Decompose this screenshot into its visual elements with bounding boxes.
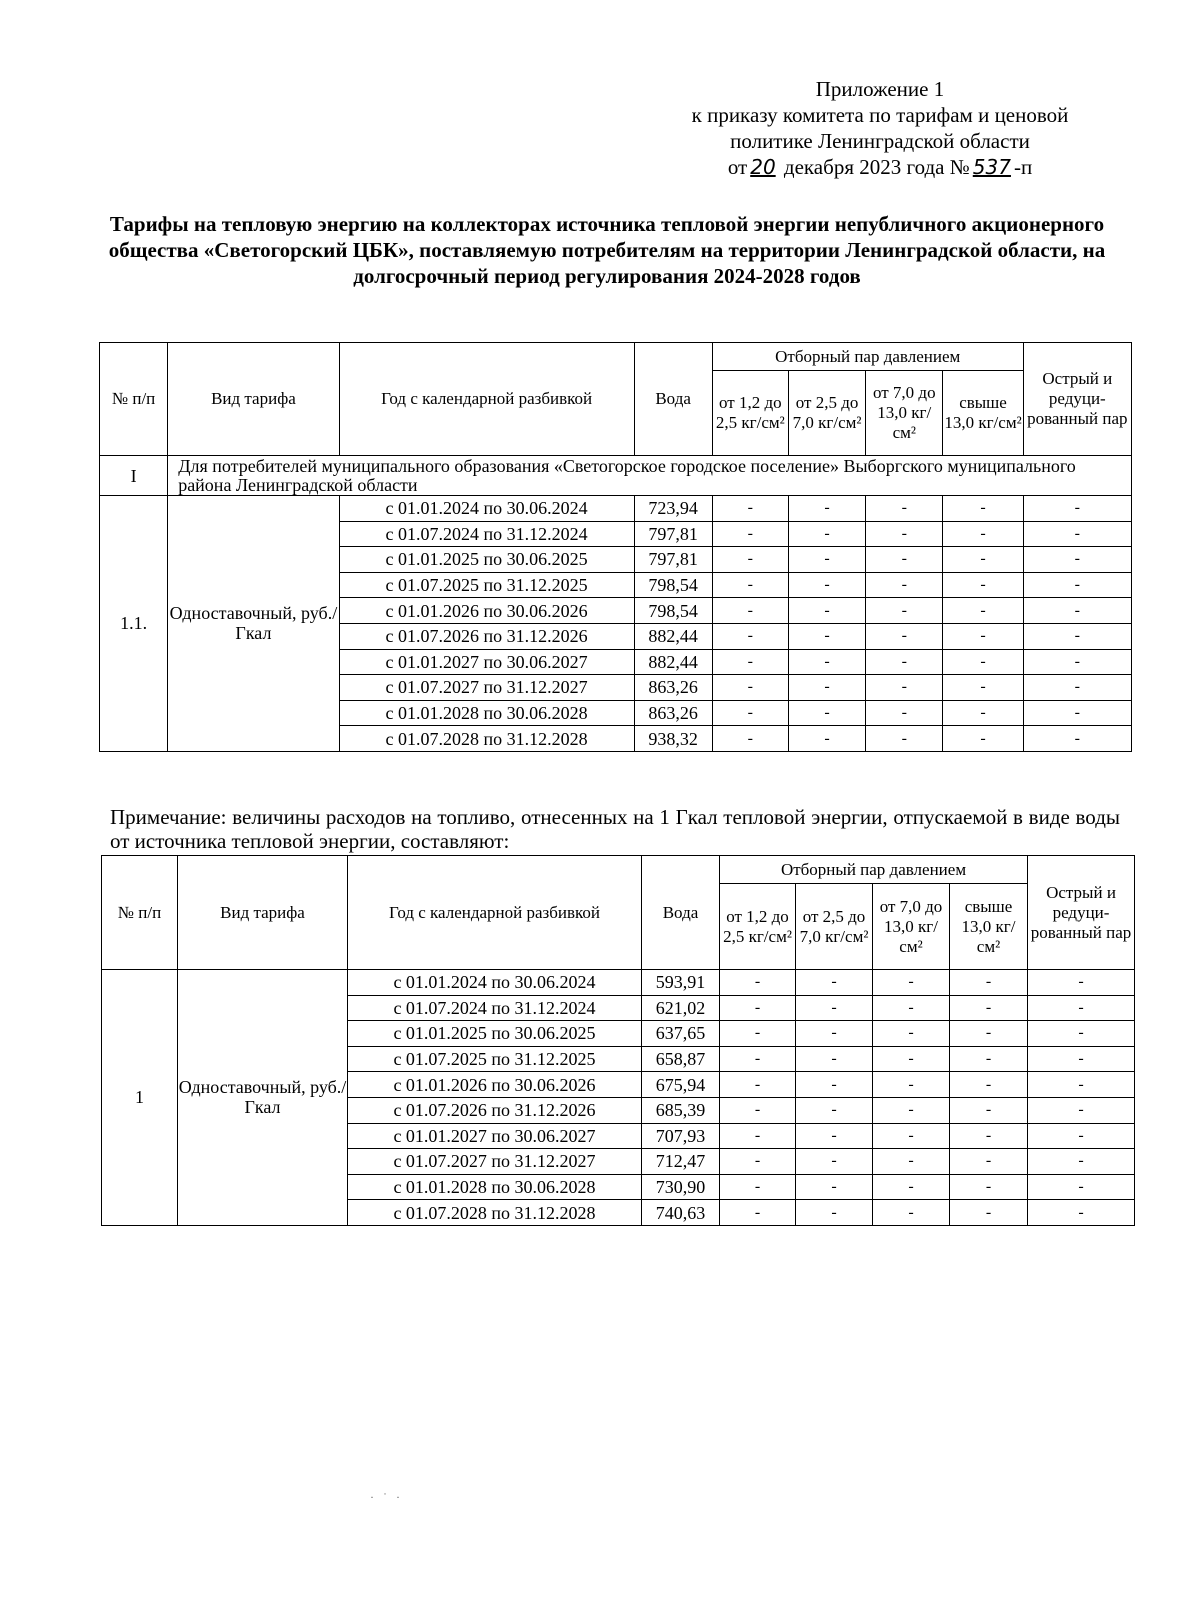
period-cell: с 01.07.2024 по 31.12.2024: [348, 995, 642, 1021]
header-num: № п/п: [100, 343, 168, 456]
period-cell: с 01.01.2028 по 30.06.2028: [348, 1174, 642, 1200]
p2-value: -: [796, 1021, 873, 1047]
p3-value: -: [873, 970, 950, 996]
header-year: Год с календарной разбивкой: [339, 343, 634, 456]
period-cell: с 01.01.2026 по 30.06.2026: [339, 598, 634, 624]
header-sharp-steam: Острый и редуци-рованный пар: [1023, 343, 1131, 456]
p4-value: -: [943, 547, 1023, 573]
p3-value: -: [866, 700, 943, 726]
appendix-header: [640, 76, 1120, 180]
water-value: 723,94: [634, 496, 712, 522]
sharp-value: -: [1028, 1200, 1135, 1226]
sharp-value: -: [1028, 995, 1135, 1021]
p3-value: -: [866, 547, 943, 573]
header-tariff-type: Вид тарифа: [168, 343, 339, 456]
water-value: 675,94: [642, 1072, 720, 1098]
period-cell: с 01.07.2025 по 31.12.2025: [339, 572, 634, 598]
table-row: [102, 970, 1135, 996]
period-cell: с 01.01.2026 по 30.06.2026: [348, 1072, 642, 1098]
p2-value: -: [796, 1149, 873, 1175]
header-p1: от 1,2 до 2,5 кг/см²: [720, 884, 796, 970]
p1-value: -: [720, 1097, 796, 1123]
header-sharp-steam: Острый и редуци-рованный пар: [1028, 856, 1135, 970]
period-cell: с 01.01.2027 по 30.06.2027: [348, 1123, 642, 1149]
sharp-value: -: [1028, 1174, 1135, 1200]
p1-value: -: [720, 1072, 796, 1098]
fuel-consumption-note: Примечание: величины расходов на топливо, отнесенных на 1 Гкал тепловой энергии, отпускаемой в виде воды от источника тепловой энергии, составляют:: [110, 805, 1120, 853]
p2-value: -: [796, 1123, 873, 1149]
p4-value: -: [950, 970, 1028, 996]
water-value: 798,54: [634, 598, 712, 624]
date-prefix: от: [727, 155, 748, 179]
water-value: 882,44: [634, 649, 712, 675]
p3-value: -: [866, 623, 943, 649]
period-cell: с 01.07.2026 по 31.12.2026: [339, 623, 634, 649]
header-p1: от 1,2 до 2,5 кг/см²: [712, 371, 788, 456]
p2-value: -: [796, 1046, 873, 1072]
p1-value: -: [712, 521, 788, 547]
period-cell: с 01.01.2025 по 30.06.2025: [348, 1021, 642, 1047]
water-value: 938,32: [634, 726, 712, 752]
p4-value: -: [950, 1149, 1028, 1175]
section-num: I: [100, 456, 168, 496]
p3-value: -: [866, 496, 943, 522]
header-water: Вода: [642, 856, 720, 970]
p2-value: -: [788, 572, 865, 598]
header-p4: свыше 13,0 кг/см²: [943, 371, 1023, 456]
p4-value: -: [950, 1123, 1028, 1149]
water-value: 621,02: [642, 995, 720, 1021]
water-value: 730,90: [642, 1174, 720, 1200]
p2-value: -: [788, 726, 865, 752]
sharp-value: -: [1028, 1149, 1135, 1175]
header-p2: от 2,5 до 7,0 кг/см²: [796, 884, 873, 970]
p4-value: -: [950, 1072, 1028, 1098]
sharp-value: -: [1028, 970, 1135, 996]
tariff-name: Одноставочный, руб./Гкал: [168, 496, 339, 752]
p2-value: -: [788, 700, 865, 726]
p2-value: -: [796, 1097, 873, 1123]
period-cell: с 01.07.2027 по 31.12.2027: [339, 675, 634, 701]
period-cell: с 01.07.2024 по 31.12.2024: [339, 521, 634, 547]
order-reference-line: к приказу комитета по тарифам и ценовой: [691, 103, 1069, 127]
p3-value: -: [873, 1072, 950, 1098]
tariff-table: [99, 342, 1132, 752]
p4-value: -: [950, 1200, 1028, 1226]
p3-value: -: [866, 726, 943, 752]
header-p2: от 2,5 до 7,0 кг/см²: [788, 371, 865, 456]
sharp-value: -: [1023, 675, 1131, 701]
header-water: Вода: [634, 343, 712, 456]
p2-value: -: [788, 598, 865, 624]
water-value: 797,81: [634, 521, 712, 547]
period-cell: с 01.07.2028 по 31.12.2028: [348, 1200, 642, 1226]
p3-value: -: [873, 1046, 950, 1072]
p3-value: -: [873, 1021, 950, 1047]
header-num: № п/п: [102, 856, 178, 970]
p4-value: -: [950, 1174, 1028, 1200]
sharp-value: -: [1028, 1072, 1135, 1098]
p1-value: -: [720, 1123, 796, 1149]
sharp-value: -: [1028, 1097, 1135, 1123]
period-cell: с 01.07.2027 по 31.12.2027: [348, 1149, 642, 1175]
sharp-value: -: [1023, 572, 1131, 598]
handwritten-day: 20: [750, 155, 776, 179]
water-value: 685,39: [642, 1097, 720, 1123]
water-value: 798,54: [634, 572, 712, 598]
water-value: 863,26: [634, 700, 712, 726]
p2-value: -: [796, 1072, 873, 1098]
sharp-value: -: [1028, 1046, 1135, 1072]
section-title: Для потребителей муниципального образования «Светогорское городское поселение» Выборгского муниципального района Ленинградской области: [168, 456, 1132, 496]
water-value: 863,26: [634, 675, 712, 701]
p4-value: -: [943, 496, 1023, 522]
period-cell: с 01.01.2024 по 30.06.2024: [339, 496, 634, 522]
sharp-value: -: [1023, 649, 1131, 675]
sharp-value: -: [1023, 623, 1131, 649]
p4-value: -: [943, 649, 1023, 675]
committee-line: политике Ленинградской области: [730, 129, 1030, 153]
p1-value: -: [720, 970, 796, 996]
water-value: 658,87: [642, 1046, 720, 1072]
p3-value: -: [866, 572, 943, 598]
p4-value: -: [943, 726, 1023, 752]
period-cell: с 01.01.2024 по 30.06.2024: [348, 970, 642, 996]
p2-value: -: [788, 649, 865, 675]
water-value: 740,63: [642, 1200, 720, 1226]
scan-artifact: · ˙ ·: [370, 1490, 403, 1504]
p3-value: -: [866, 675, 943, 701]
number-suffix: -п: [1013, 155, 1033, 179]
p4-value: -: [943, 572, 1023, 598]
header-steam-group: Отборный пар давлением: [720, 856, 1028, 884]
sharp-value: -: [1023, 547, 1131, 573]
period-cell: с 01.07.2028 по 31.12.2028: [339, 726, 634, 752]
header-p3: от 7,0 до 13,0 кг/см²: [866, 371, 943, 456]
p1-value: -: [720, 995, 796, 1021]
water-value: 707,93: [642, 1123, 720, 1149]
period-cell: с 01.01.2025 по 30.06.2025: [339, 547, 634, 573]
p4-value: -: [950, 1021, 1028, 1047]
p2-value: -: [796, 970, 873, 996]
p4-value: -: [950, 995, 1028, 1021]
period-cell: с 01.07.2025 по 31.12.2025: [348, 1046, 642, 1072]
water-value: 797,81: [634, 547, 712, 573]
p3-value: -: [866, 649, 943, 675]
p4-value: -: [943, 521, 1023, 547]
water-value: 593,91: [642, 970, 720, 996]
p3-value: -: [873, 1123, 950, 1149]
header-p3: от 7,0 до 13,0 кг/см²: [873, 884, 950, 970]
p2-value: -: [796, 1174, 873, 1200]
p1-value: -: [712, 496, 788, 522]
sharp-value: -: [1028, 1021, 1135, 1047]
p4-value: -: [950, 1097, 1028, 1123]
p3-value: -: [873, 1097, 950, 1123]
handwritten-number: 537: [972, 155, 1011, 179]
sharp-value: -: [1023, 726, 1131, 752]
document-title: Тарифы на тепловую энергию на коллекторах источника тепловой энергии непубличного акционерного общества «Светогорский ЦБК», поставляемую потребителям на территории Ленинградской области, на долгосрочный период регулирования 2024-2028 годов: [108, 212, 1106, 288]
p1-value: -: [720, 1174, 796, 1200]
p4-value: -: [943, 700, 1023, 726]
row-num: 1: [102, 970, 178, 1226]
p1-value: -: [712, 547, 788, 573]
order-date-line: [640, 154, 1120, 180]
p2-value: -: [796, 995, 873, 1021]
p4-value: -: [943, 598, 1023, 624]
p1-value: -: [720, 1046, 796, 1072]
p2-value: -: [788, 675, 865, 701]
p3-value: -: [873, 1200, 950, 1226]
p2-value: -: [788, 547, 865, 573]
p1-value: -: [720, 1200, 796, 1226]
date-middle: декабря 2023 года №: [783, 155, 970, 179]
p4-value: -: [950, 1046, 1028, 1072]
sharp-value: -: [1023, 598, 1131, 624]
p2-value: -: [788, 496, 865, 522]
header-p4: свыше 13,0 кг/см²: [950, 884, 1028, 970]
p1-value: -: [712, 726, 788, 752]
row-num: 1.1.: [100, 496, 168, 752]
p3-value: -: [866, 521, 943, 547]
header-steam-group: Отборный пар давлением: [712, 343, 1023, 371]
p2-value: -: [788, 521, 865, 547]
water-value: 637,65: [642, 1021, 720, 1047]
p1-value: -: [712, 700, 788, 726]
tariff-name: Одноставочный, руб./Гкал: [178, 970, 348, 1226]
p3-value: -: [873, 1174, 950, 1200]
appendix-label: Приложение 1: [815, 77, 945, 101]
p1-value: -: [712, 649, 788, 675]
period-cell: с 01.01.2028 по 30.06.2028: [339, 700, 634, 726]
p4-value: -: [943, 675, 1023, 701]
p2-value: -: [788, 623, 865, 649]
water-value: 882,44: [634, 623, 712, 649]
p1-value: -: [712, 675, 788, 701]
period-cell: с 01.01.2027 по 30.06.2027: [339, 649, 634, 675]
fuel-table: [101, 855, 1135, 1226]
p1-value: -: [720, 1021, 796, 1047]
p3-value: -: [873, 1149, 950, 1175]
p1-value: -: [712, 623, 788, 649]
header-year: Год с календарной разбивкой: [348, 856, 642, 970]
period-cell: с 01.07.2026 по 31.12.2026: [348, 1097, 642, 1123]
p2-value: -: [796, 1200, 873, 1226]
sharp-value: -: [1023, 496, 1131, 522]
sharp-value: -: [1028, 1123, 1135, 1149]
p1-value: -: [712, 598, 788, 624]
table-row: [100, 496, 1132, 522]
sharp-value: -: [1023, 700, 1131, 726]
p1-value: -: [712, 572, 788, 598]
p1-value: -: [720, 1149, 796, 1175]
sharp-value: -: [1023, 521, 1131, 547]
header-tariff-type: Вид тарифа: [178, 856, 348, 970]
water-value: 712,47: [642, 1149, 720, 1175]
p3-value: -: [873, 995, 950, 1021]
p4-value: -: [943, 623, 1023, 649]
p3-value: -: [866, 598, 943, 624]
